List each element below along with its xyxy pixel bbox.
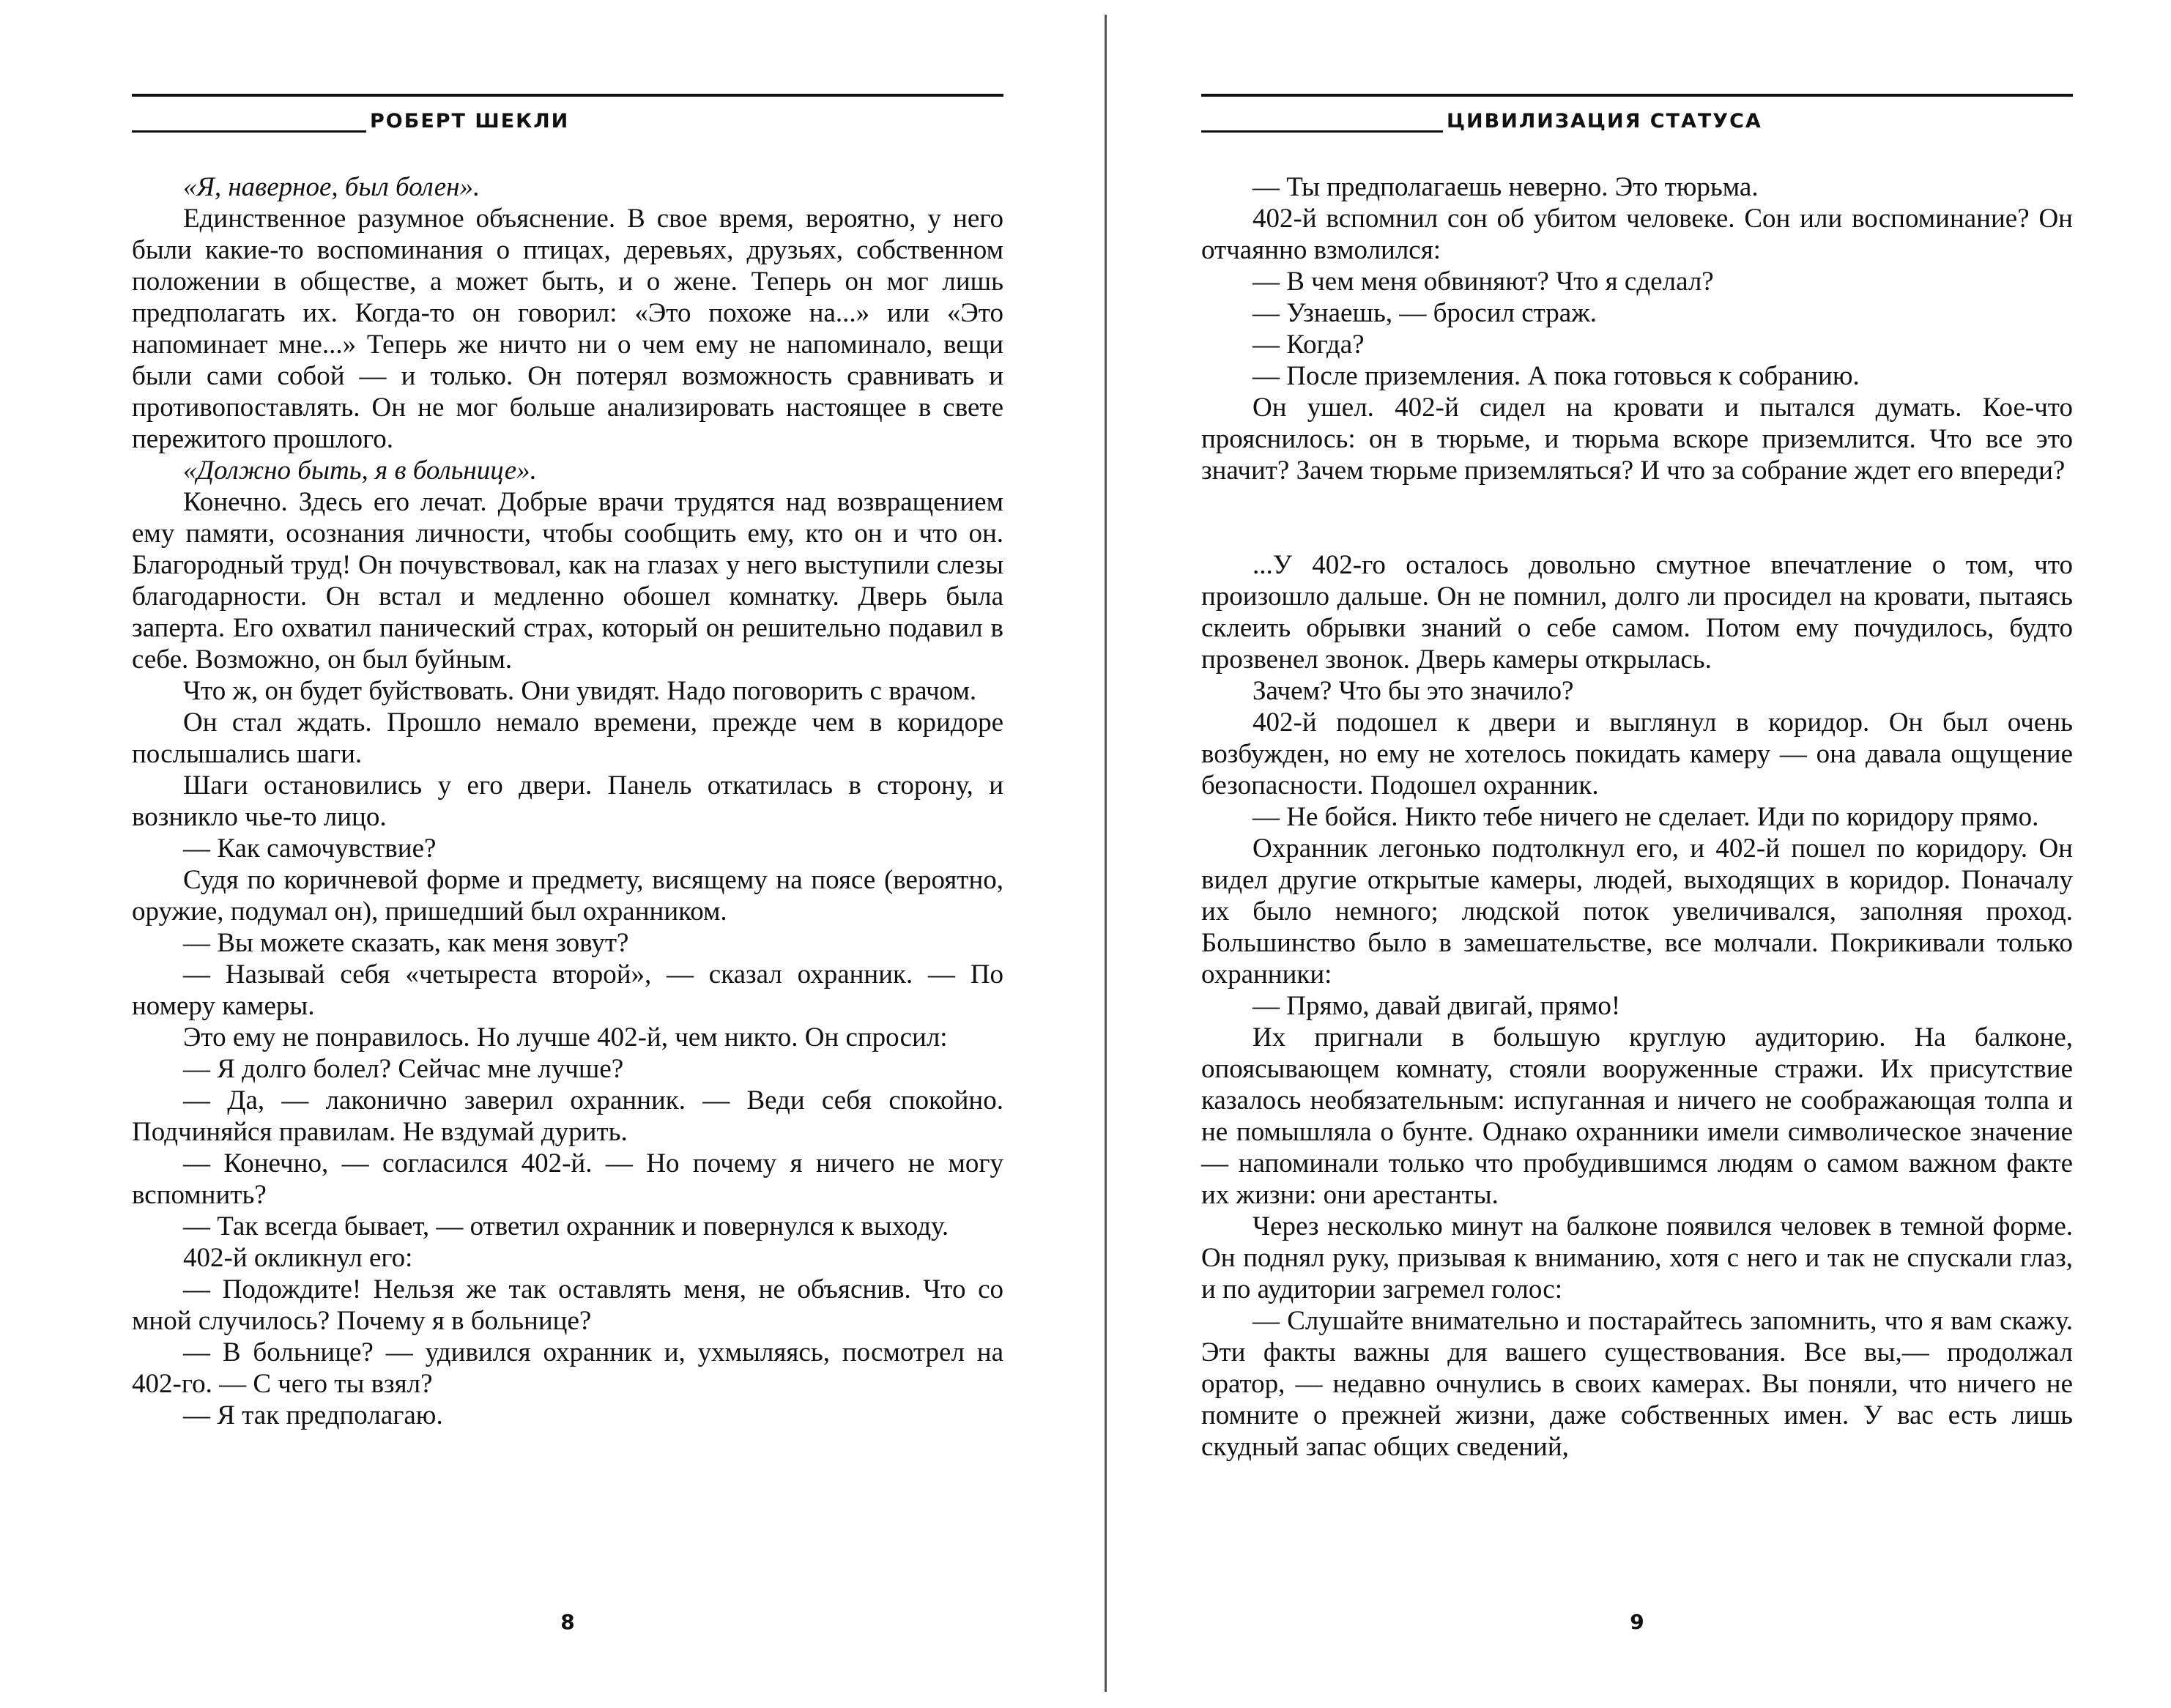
paragraph: Зачем? Что бы это значило? — [1252, 676, 1574, 706]
paragraph: 402-й окликнул его: — [183, 1243, 413, 1273]
paragraph: 402-й вспомнил сон об убитом человеке. Сон или воспоминание? Он отчаянно взмолился: — [1201, 204, 2073, 265]
paragraph: — Так всегда бывает, — ответил охранник и повернулся к выходу. — [183, 1211, 949, 1241]
paragraph: — В больнице? — удивился охранник и, ухмыляясь, посмотрел на 402-го. — С чего ты взял? — [132, 1337, 1003, 1399]
paragraph: — Не бойся. Никто тебе ничего не сделает. Иди по коридору прямо. — [1252, 802, 2039, 832]
paragraph: — Прямо, давай двигай, прямо! — [1252, 991, 1621, 1021]
paragraph: Конечно. Здесь его лечат. Добрые врачи трудятся над возвращением ему памяти, осознания личности, чтобы сообщить ему, кто он и что он. Благородный труд! Он почувствовал, как на глазах у него выступили слезы благодарности. Он встал и медленно обошел комнатку. Дверь была заперта. Его охватил панический страх, который он решительно подавил в себе. Возможно, он был буйным. — [132, 487, 1003, 675]
header-rule — [1201, 94, 2073, 97]
paragraph: — Я так предполагаю. — [183, 1400, 443, 1430]
paragraph: — После приземления. А пока готовься к собранию. — [1252, 361, 1860, 391]
paragraph: 402-й подошел к двери и выглянул в коридор. Он был очень возбужден, но ему не хотелось покидать камеру — она давала ощущение безопасности. Подошел охранник. — [1201, 708, 2073, 801]
paragraph: «Я, наверное, был болен». — [183, 172, 480, 202]
paragraph: Охранник легонько подтолкнул его, и 402-й пошел по коридору. Он видел другие открытые камеры, людей, выходящих в коридор. Поначалу их было немного; людской поток увеличивался, заполняя проход. Большинство было в замешательстве, все молчали. Покрикивали только охранники: — [1201, 833, 2073, 989]
paragraph: Шаги остановились у его двери. Панель откатилась в сторону, и возникло чье-то лицо. — [132, 771, 1003, 832]
paragraph: «Должно быть, я в больнице». — [183, 456, 537, 486]
paragraph: — Узнаешь, — бросил страж. — [1252, 298, 1597, 328]
left-page-text — [132, 171, 1003, 1431]
paragraph: Их пригнали в большую круглую аудиторию. На балконе, опоясывающем комнату, стояли вооруженные стражи. Их присутствие казалось необязательным: испуганная и ничего не соображающая толпа и не помышляла о бунте. Однако охранники имели символическое значение — напоминали только что пробудившимся людям о самом важном факте их жизни: они арестанты. — [1201, 1022, 2073, 1210]
paragraph: — Вы можете сказать, как меня зовут? — [183, 928, 629, 958]
header-rule — [132, 94, 1003, 97]
paragraph: — Называй себя «четыреста второй», — сказал охранник. — По номеру камеры. — [132, 959, 1003, 1021]
paragraph: Это ему не понравилось. Но лучше 402-й, чем никто. Он спросил: — [183, 1022, 948, 1052]
running-header — [1201, 108, 2073, 141]
paragraph: Он ушел. 402-й сидел на кровати и пытался думать. Кое-что прояснилось: он в тюрьме, и тюрьма вскоре приземлится. Что все это значит? Зачем тюрьме приземляться? И что за собрание ждет его впереди? — [1201, 393, 2073, 486]
right-page — [1201, 0, 2073, 1708]
book-gutter — [1105, 15, 1107, 1692]
right-page-text — [1201, 171, 2073, 1463]
paragraph: — В чем меня обвиняют? Что я сделал? — [1252, 267, 1714, 297]
paragraph: — Конечно, — согласился 402-й. — Но почему я ничего не могу вспомнить? — [132, 1148, 1003, 1210]
page-number-right: 9 — [1630, 1610, 1644, 1634]
running-head-author: РОБЕРТ ШЕКЛИ — [370, 110, 570, 133]
running-head-title: ЦИВИЛИЗАЦИЯ СТАТУСА — [1447, 110, 1762, 133]
left-page — [132, 0, 1003, 1708]
paragraph: Единственное разумное объяснение. В свое время, вероятно, у него были какие-то воспоминания о птицах, деревьях, друзьях, собственном положении в обществе, а может быть, и о жене. Теперь он мог лишь предполагать их. Когда-то он говорил: «Это похоже на...» или «Это напоминает мне...» Теперь же ничто ни о чем ему не напоминало, вещи были сами собой — и только. Он потерял возможность сравнивать и противопоставлять. Он не мог больше анализировать настоящее в свете пережитого прошлого. — [132, 204, 1003, 454]
paragraph: — Да, — лаконично заверил охранник. — Веди себя спокойно. Подчиняйся правилам. Не вздумай дурить. — [132, 1085, 1003, 1147]
paragraph: — Я долго болел? Сейчас мне лучше? — [183, 1054, 624, 1084]
paragraph: — Слушайте внимательно и постарайтесь запомнить, что я вам скажу. Эти факты важны для вашего существования. Все вы,— продолжал оратор, — недавно очнулись в своих камерах. Вы поняли, что ничего не помните о прежней жизни, даже собственных имен. У вас есть лишь скудный запас общих сведений, — [1201, 1306, 2073, 1462]
paragraph: Через несколько минут на балконе появился человек в темной форме. Он поднял руку, призывая к вниманию, хотя с него и так не спускали глаз, и по аудитории загремел голос: — [1201, 1211, 2073, 1304]
page-number-left: 8 — [560, 1610, 575, 1634]
paragraph: — Ты предполагаешь неверно. Это тюрьма. — [1252, 172, 1759, 202]
paragraph: — Когда? — [1252, 330, 1365, 360]
paragraph: Судя по коричневой форме и предмету, висящему на поясе (вероятно, оружие, подумал он), пришедший был охранником. — [132, 865, 1003, 927]
paragraph: — Подождите! Нельзя же так оставлять меня, не объяснив. Что со мной случилось? Почему я в больнице? — [132, 1274, 1003, 1336]
paragraph: — Как самочувствие? — [183, 833, 437, 864]
header-underline — [1201, 130, 1443, 133]
paragraph: ...У 402-го осталось довольно смутное впечатление о том, что произошло дальше. Он не помнил, долго ли просидел на кровати, пытаясь склеить обрывки знаний о себе самом. Потом ему почудилось, будто прозвенел звонок. Дверь камеры открылась. — [1201, 550, 2073, 675]
paragraph: Что ж, он будет буйствовать. Они увидят. Надо поговорить с врачом. — [183, 676, 977, 706]
header-underline — [132, 130, 366, 133]
running-header — [132, 108, 1003, 141]
paragraph: Он стал ждать. Прошло немало времени, прежде чем в коридоре послышались шаги. — [132, 708, 1003, 769]
